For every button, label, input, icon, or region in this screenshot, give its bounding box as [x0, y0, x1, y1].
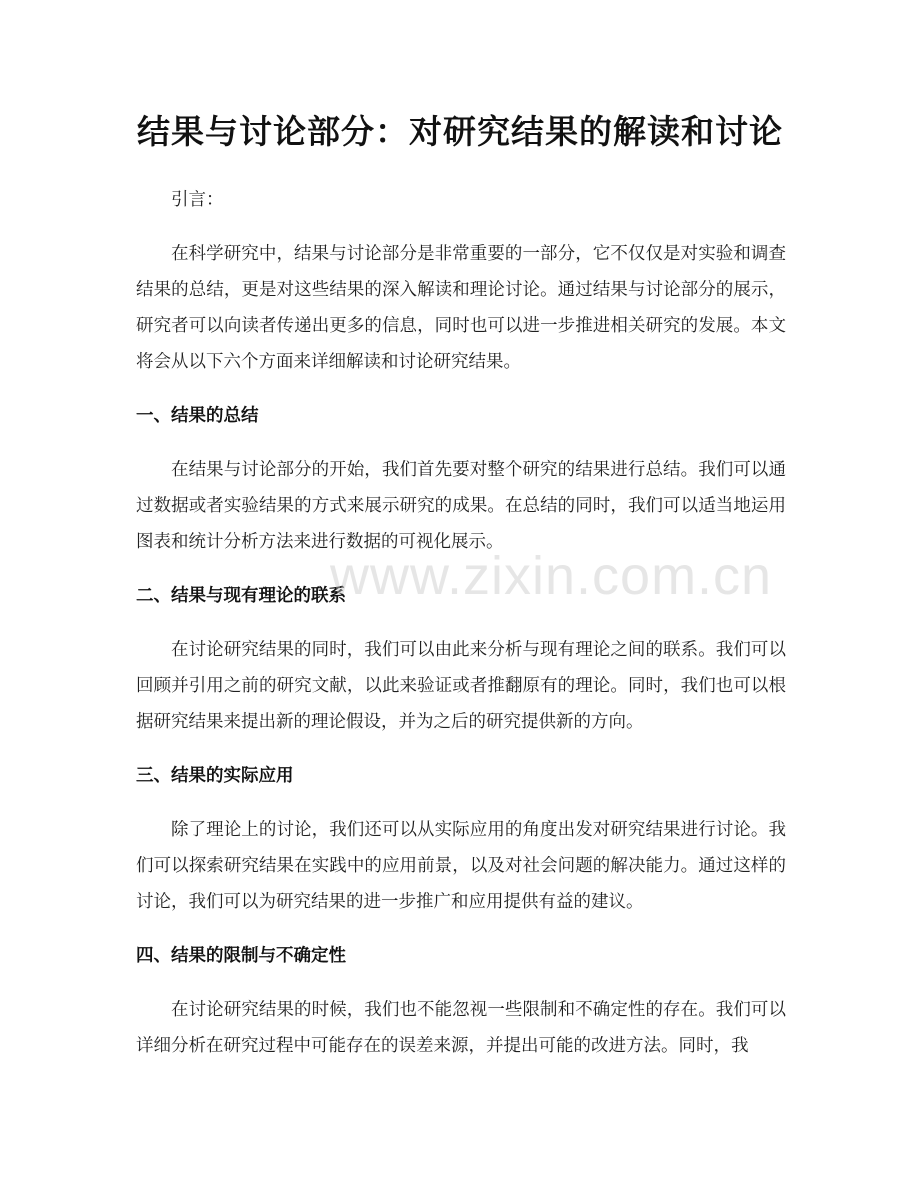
document-title: 结果与讨论部分：对研究结果的解读和讨论: [137, 112, 783, 151]
section-paragraph-2: 在讨论研究结果的同时，我们可以由此来分析与现有理论之间的联系。我们可以回顾并引用之前的研究文献，以此来验证或者推翻原有的理论。同时，我们也可以根据研究结果来提出新的理论假设，并为之后的研究提供新的方向。: [136, 640, 786, 732]
section-heading-1: 一、结果的总结: [136, 406, 259, 426]
section-heading-3: 三、结果的实际应用: [136, 766, 294, 786]
section-paragraph-1: 在结果与讨论部分的开始，我们首先要对整个研究的结果进行总结。我们可以通过数据或者实验结果的方式来展示研究的成果。在总结的同时，我们可以适当地运用图表和统计分析方法来进行数据的可视化展示。: [136, 460, 786, 552]
section-paragraph-4: 在讨论研究结果的时候，我们也不能忽视一些限制和不确定性的存在。我们可以详细分析在研究过程中可能存在的误差来源，并提出可能的改进方法。同时，我: [136, 1000, 786, 1056]
section-paragraph-3: 除了理论上的讨论，我们还可以从实际应用的角度出发对研究结果进行讨论。我们可以探索研究结果在实践中的应用前景，以及对社会问题的解决能力。通过这样的讨论，我们可以为研究结果的进一步推广和应用提供有益的建议。: [136, 820, 786, 912]
section-heading-2: 二、结果与现有理论的联系: [136, 586, 346, 606]
watermark: www.zixin.com.cn: [330, 546, 773, 606]
intro-paragraph: 在科学研究中，结果与讨论部分是非常重要的一部分，它不仅仅是对实验和调查结果的总结，更是对这些结果的深入解读和理论讨论。通过结果与讨论部分的展示，研究者可以向读者传递出更多的信息，同时也可以进一步推进相关研究的发展。本文将会从以下六个方面来详细解读和讨论研究结果。: [136, 244, 786, 372]
document-body: [136, 182, 786, 1064]
intro-label: 引言：: [171, 190, 224, 210]
section-heading-4: 四、结果的限制与不确定性: [136, 946, 346, 966]
